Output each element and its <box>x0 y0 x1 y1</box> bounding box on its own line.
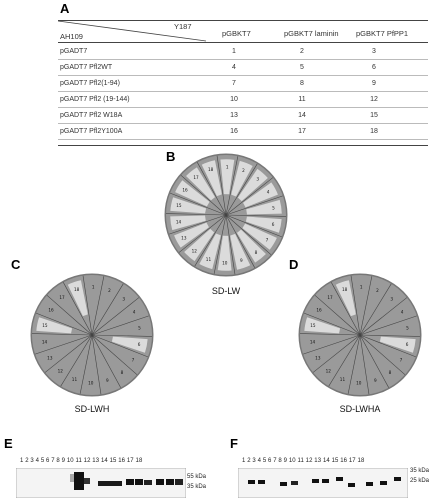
table-cell: 8 <box>300 80 304 87</box>
panel-label-f: F <box>230 436 238 451</box>
table-cell: 13 <box>230 112 238 119</box>
plate-c-sector-number: 12 <box>57 368 63 374</box>
plate-d-sector-number: 18 <box>342 287 348 293</box>
table-row-label: pGADT7 Pfl2 (19-144) <box>60 96 130 103</box>
panel-label-d: D <box>289 257 299 272</box>
plate-d-sector-number: 10 <box>356 380 362 386</box>
plate-d-sector-number: 17 <box>327 294 333 300</box>
blot-f-marker-top: 35 kDa <box>410 468 430 474</box>
plate-c-sector-number: 13 <box>47 355 53 361</box>
table-cell: 11 <box>298 96 306 103</box>
table-row-rule <box>58 59 428 60</box>
blot-e-marker-bottom: 35 kDa <box>187 484 207 490</box>
table-cell: 14 <box>298 112 306 119</box>
plate-d-sector-number: 2 <box>376 287 379 293</box>
plate-d-sector-number: 9 <box>373 377 377 383</box>
plate-b-sector-number: 14 <box>175 219 182 225</box>
table-cell: 18 <box>370 128 378 135</box>
plate-b-sector-number: 17 <box>193 174 199 180</box>
plate-b-sector-number: 3 <box>256 176 260 182</box>
table-cell: 9 <box>372 80 376 87</box>
caption-sd-lwha: SD-LWHA <box>339 404 381 414</box>
table-cell: 5 <box>300 64 304 71</box>
table-cell: 6 <box>372 64 376 71</box>
plate-c-sector-number: 15 <box>42 323 48 329</box>
plate-sd-lwha <box>295 270 425 400</box>
table-cell: 4 <box>232 64 236 71</box>
plate-b-sector-number: 8 <box>254 250 258 256</box>
table-header-rule <box>58 42 428 43</box>
plate-b-sector-number: 10 <box>222 260 228 266</box>
plate-c-sector-number: 18 <box>74 287 80 293</box>
plate-b-sector-number: 11 <box>205 257 212 263</box>
plate-b-sector-number: 9 <box>239 257 243 263</box>
table-row-label: pGADT7 Pfl2(1-94) <box>60 80 120 87</box>
panel-label-b: B <box>166 149 176 164</box>
plate-c-sector-number: 6 <box>137 341 141 347</box>
plate-d-sector-number: 6 <box>405 341 409 347</box>
column-header-2: pGBKT7 laminin <box>284 29 339 38</box>
plate-b-sector-number: 5 <box>272 205 275 211</box>
panel-label-c: C <box>11 257 21 272</box>
plate-b-svg <box>161 150 291 280</box>
table-row-rule <box>58 91 428 92</box>
plate-c-sector-number: 3 <box>122 296 126 302</box>
corner-left-label: AH109 <box>60 32 83 41</box>
plate-b-sector-number: 15 <box>176 203 182 209</box>
table-row-label: pGADT7 <box>60 48 88 55</box>
plate-c-sector-number: 2 <box>108 287 111 293</box>
caption-sd-lw: SD-LW <box>211 286 241 296</box>
plate-c-sector-number: 10 <box>88 380 94 386</box>
plate-c-sector-number: 17 <box>59 294 65 300</box>
table-row-label: pGADT7 Pfl2 W18A <box>60 112 123 119</box>
table-cell: 12 <box>370 96 378 103</box>
table-cell: 15 <box>370 112 378 119</box>
plate-d-sector-number: 13 <box>315 355 321 361</box>
blot-f-image <box>238 468 408 503</box>
blot-f-marker-bottom: 25 kDa <box>410 478 430 484</box>
plate-d-sector-number: 16 <box>316 307 322 313</box>
plate-d-sector-number: 3 <box>390 296 394 302</box>
corner-top-label: Y187 <box>174 22 192 31</box>
table-row-rule <box>58 139 428 140</box>
plate-b-sector-number: 2 <box>242 167 245 173</box>
table-row-label: pGADT7 Pfl2WT <box>60 64 113 71</box>
plate-b-sector-number: 7 <box>265 237 269 243</box>
plate-sd-lw <box>161 150 291 280</box>
plate-c-svg <box>27 270 157 400</box>
plate-c-sector-number: 14 <box>41 339 48 345</box>
caption-sd-lwh: SD-LWH <box>74 404 110 414</box>
plate-sd-lwh <box>27 270 157 400</box>
plate-b-sector-number: 4 <box>266 189 270 195</box>
plate-b-sector-number: 12 <box>191 248 197 254</box>
table-row-rule <box>58 107 428 108</box>
blot-e-lane-labels: 1 2 3 4 5 6 7 8 9 10 11 12 13 14 15 16 17 18 <box>20 458 143 464</box>
plate-c-sector-number: 7 <box>131 357 135 363</box>
plate-d-sector-number: 4 <box>400 309 404 315</box>
plate-b-sector-number: 13 <box>181 235 187 241</box>
interaction-matrix-table <box>58 20 428 148</box>
table-cell: 7 <box>232 80 236 87</box>
plate-d-sector-number: 1 <box>359 284 363 290</box>
table-bottom-rule <box>58 145 428 146</box>
table-cell: 16 <box>230 128 238 135</box>
plate-b-sector-number: 18 <box>208 167 214 173</box>
plate-b-sector-number: 16 <box>182 187 188 193</box>
blot-e-svg <box>16 468 186 498</box>
plate-b-sector-number: 1 <box>225 164 229 170</box>
table-cell: 17 <box>298 128 306 135</box>
blot-e-image <box>16 468 186 503</box>
plate-d-sector-number: 15 <box>310 323 316 329</box>
table-cell: 2 <box>300 48 304 55</box>
column-header-1: pGBKT7 <box>222 29 251 38</box>
plate-c-sector-number: 11 <box>71 377 78 383</box>
plate-c-sector-number: 16 <box>48 307 54 313</box>
blot-e-marker-top: 55 kDa <box>187 474 207 480</box>
table-cell: 1 <box>232 48 236 55</box>
plate-c-sector-number: 8 <box>120 370 124 376</box>
plate-c-sector-number: 1 <box>91 284 95 290</box>
column-header-3: pGBKT7 PfPP1 <box>356 29 409 38</box>
plate-c-sector-number: 5 <box>138 325 141 331</box>
table-row-rule <box>58 123 428 124</box>
table-row-label: pGADT7 Pfl2Y100A <box>60 128 123 135</box>
table-cell: 3 <box>372 48 376 55</box>
table-row-rule <box>58 75 428 76</box>
plate-d-sector-number: 7 <box>399 357 403 363</box>
panel-label-e: E <box>4 436 13 451</box>
plate-d-sector-number: 14 <box>309 339 316 345</box>
blot-f-lane-labels: 1 2 3 4 5 6 7 8 9 10 11 12 13 14 15 16 17 18 <box>242 458 365 464</box>
table-cell: 10 <box>230 96 238 103</box>
plate-d-sector-number: 11 <box>339 377 346 383</box>
plate-d-sector-number: 12 <box>325 368 331 374</box>
panel-label-a: A <box>60 1 70 16</box>
plate-d-svg <box>295 270 425 400</box>
blot-f-svg <box>238 468 408 498</box>
plate-d-sector-number: 5 <box>406 325 409 331</box>
plate-c-sector-number: 4 <box>132 309 136 315</box>
plate-d-sector-number: 8 <box>388 370 392 376</box>
plate-c-sector-number: 9 <box>105 377 109 383</box>
plate-b-sector-number: 6 <box>271 221 275 227</box>
